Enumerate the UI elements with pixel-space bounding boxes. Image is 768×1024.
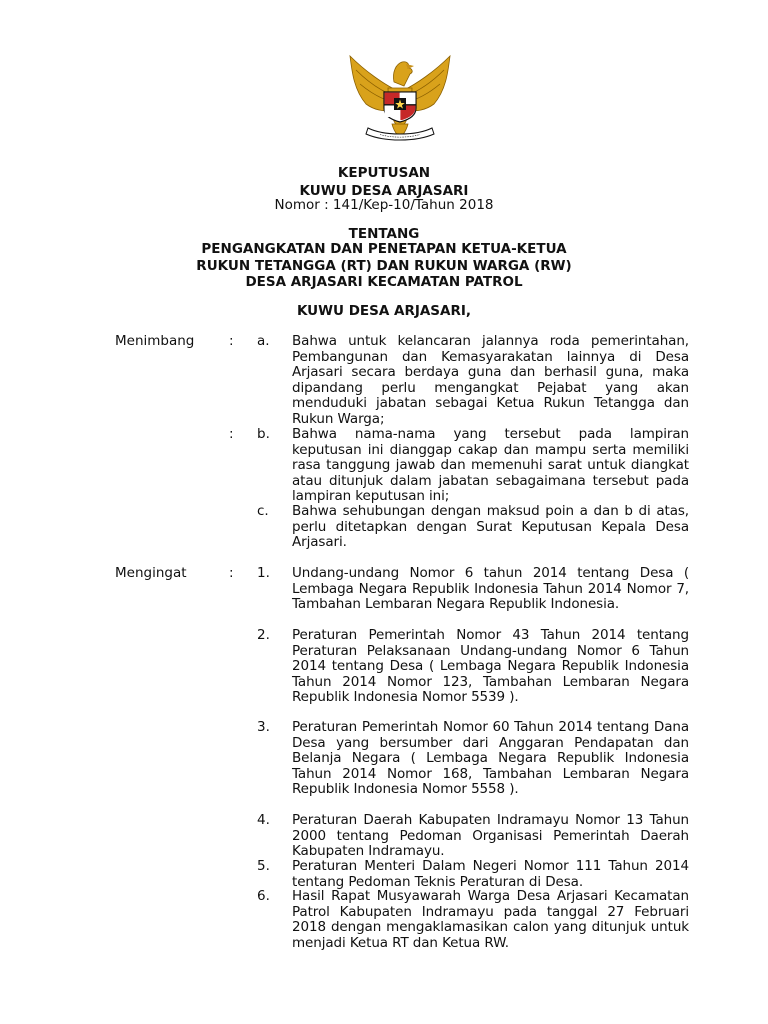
menimbang-label: Menimbang [115, 333, 195, 349]
about-heading: TENTANG [348, 226, 420, 242]
mengingat-item-6: Hasil Rapat Musyawarah Warga Desa Arjasari Kecamatan Patrol Kabupaten Indramayu pada tanggal 27 Februari 2018 dengan mengaklamasikan calon yang ditunjuk untuk menjadi Ketua RT dan Ketua RW. [292, 888, 689, 951]
menimbang-item-a: Bahwa untuk kelancaran jalannya roda pemerintahan, Pembangunan dan Kemasyarakatan lainnya di Desa Arjasari secara berdaya guna dan berhasil guna, maka dipandang perlu mengangkat Pejabat yang akan menduduki jabatan sebagai Ketua Rukun Tetangga dan Rukun Warga; [292, 333, 689, 427]
subject-line-1: PENGANGKATAN DAN PENETAPAN KETUA-KETUA [201, 241, 567, 257]
issuer-name: KUWU DESA ARJASARI [299, 183, 469, 199]
garuda-emblem-icon [344, 50, 456, 146]
menimbang-item-b: Bahwa nama-nama yang tersebut pada lampiran keputusan ini dianggap cakap dan mampu serta memiliki rasa tanggung jawab dan memenuhi sarat untuk diangkat atau ditunjuk dalam jabatan sebagaimana tersebut pada lampiran keputusan ini; [292, 426, 689, 504]
menimbang-marker-a: a. [257, 333, 270, 349]
subject-line-2: RUKUN TETANGGA (RT) DAN RUKUN WARGA (RW) [196, 258, 572, 274]
mengingat-item-2: Peraturan Pemerintah Nomor 43 Tahun 2014 tentang Peraturan Pelaksanaan Undang-undang Nomor 6 Tahun 2014 tentang Desa ( Lembaga Negara Republik Indonesia Tahun 2014 Nomor 123, Tambahan Lembaran Negara Republik Indonesia Nomor 5539 ). [292, 627, 689, 705]
menimbang-item-c: Bahwa sehubungan dengan maksud poin a dan b di atas, perlu ditetapkan dengan Surat Keputusan Kepala Desa Arjasari. [292, 503, 689, 550]
mengingat-item-5: Peraturan Menteri Dalam Negeri Nomor 111 Tahun 2014 tentang Pedoman Teknis Peraturan di Desa. [292, 858, 689, 890]
menimbang-marker-c: c. [257, 503, 269, 519]
mengingat-label: Mengingat [115, 565, 187, 581]
mengingat-item-3: Peraturan Pemerintah Nomor 60 Tahun 2014 tentang Dana Desa yang bersumber dari Anggaran Pendapatan dan Belanja Negara ( Lembaga Negara Republik Indonesia Tahun 2014 Nomor 168, Tambahan Lembaran Negara Republik Indonesia Nomor 5558 ). [292, 719, 689, 797]
mengingat-marker-1: 1. [257, 565, 270, 581]
mengingat-marker-4: 4. [257, 812, 270, 828]
decree-number: Nomor : 141/Kep-10/Tahun 2018 [274, 197, 494, 213]
mengingat-colon: : [229, 565, 234, 581]
menimbang-colon: : [229, 333, 234, 349]
authority-line: KUWU DESA ARJASARI, [296, 303, 472, 319]
subject-line-3: DESA ARJASARI KECAMATAN PATROL [245, 274, 523, 290]
mengingat-item-1: Undang-undang Nomor 6 tahun 2014 tentang Desa ( Lembaga Negara Republik Indonesia Tahun 2014 Nomor 7, Tambahan Lembaran Negara Republik Indonesia. [292, 565, 689, 612]
mengingat-item-4: Peraturan Daerah Kabupaten Indramayu Nomor 13 Tahun 2000 tentang Pedoman Organisasi Pemerintah Daerah Kabupaten Indramayu. [292, 812, 689, 859]
menimbang-marker-b: b. [257, 426, 270, 442]
mengingat-marker-3: 3. [257, 719, 270, 735]
mengingat-marker-6: 6. [257, 888, 270, 904]
document-title: KEPUTUSAN [337, 165, 431, 181]
menimbang-colon-b: : [229, 426, 234, 442]
mengingat-marker-5: 5. [257, 858, 270, 874]
mengingat-marker-2: 2. [257, 627, 270, 643]
